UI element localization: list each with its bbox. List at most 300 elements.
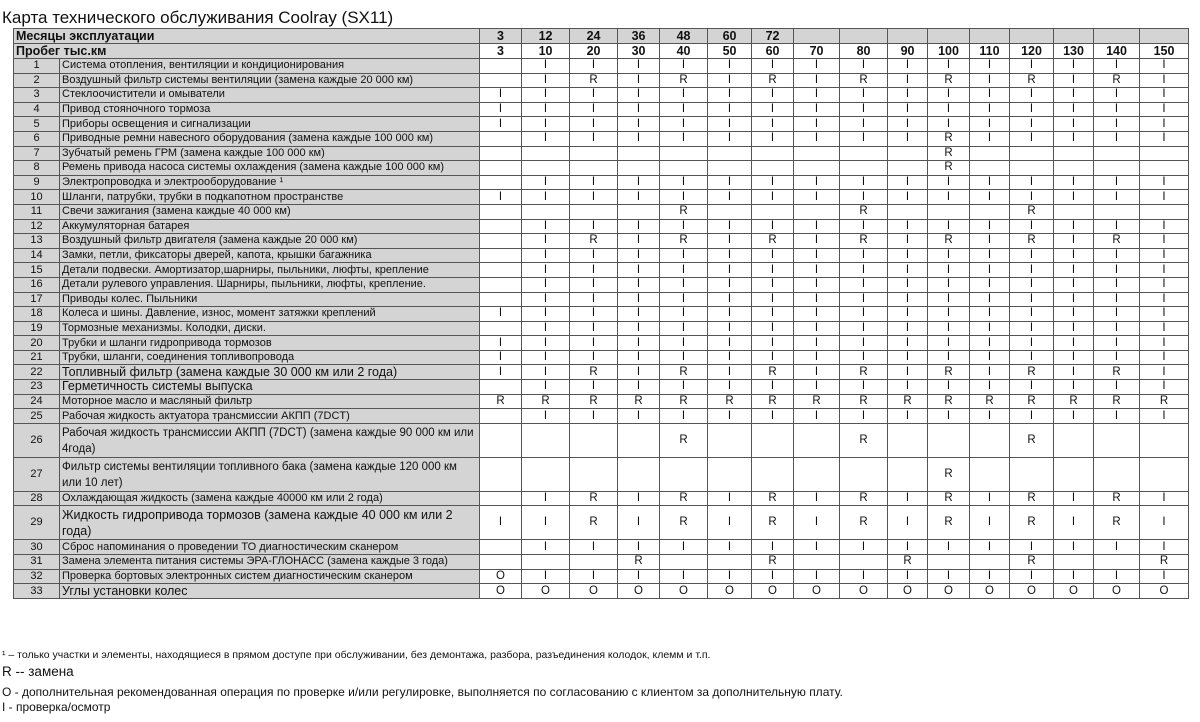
row-value-cell: R	[1010, 491, 1054, 506]
row-value-cell	[480, 219, 522, 234]
row-value-cell: R	[570, 234, 618, 249]
row-number: 11	[14, 204, 60, 219]
row-value-cell: I	[794, 292, 840, 307]
row-value-cell: I	[888, 102, 928, 117]
row-value-cell	[1140, 457, 1189, 491]
row-value-cell: I	[752, 350, 794, 365]
header-km-cell: 10	[522, 44, 570, 59]
row-value-cell	[618, 146, 660, 161]
row-value-cell: I	[752, 102, 794, 117]
row-value-cell: I	[522, 248, 570, 263]
row-value-cell: I	[1010, 569, 1054, 584]
row-value-cell: R	[1010, 204, 1054, 219]
row-value-cell: I	[888, 59, 928, 74]
header-month-cell: 72	[752, 29, 794, 44]
header-km-cell: 30	[618, 44, 660, 59]
row-value-cell: I	[618, 491, 660, 506]
row-value-cell: I	[794, 175, 840, 190]
row-value-cell	[970, 161, 1010, 176]
row-value-cell: R	[1010, 394, 1054, 409]
row-value-cell: R	[1010, 365, 1054, 380]
row-value-cell: I	[570, 263, 618, 278]
row-number: 7	[14, 146, 60, 161]
row-value-cell: I	[1010, 102, 1054, 117]
row-value-cell: I	[522, 409, 570, 424]
row-value-cell: I	[660, 117, 708, 132]
row-value-cell: I	[970, 569, 1010, 584]
row-value-cell: I	[928, 380, 970, 395]
row-value-cell: I	[970, 365, 1010, 380]
row-value-cell	[618, 457, 660, 491]
row-value-cell: I	[1140, 59, 1189, 74]
row-value-cell: I	[840, 321, 888, 336]
row-description: Детали подвески. Амортизатор,шарниры, пыльники, люфты, крепление	[60, 263, 480, 278]
row-value-cell	[1010, 457, 1054, 491]
row-value-cell: I	[570, 219, 618, 234]
row-number: 30	[14, 540, 60, 555]
row-value-cell	[794, 146, 840, 161]
row-number: 12	[14, 219, 60, 234]
row-value-cell: I	[1094, 321, 1140, 336]
row-value-cell: I	[794, 234, 840, 249]
row-value-cell	[1094, 204, 1140, 219]
row-value-cell: I	[522, 292, 570, 307]
row-value-cell: I	[970, 307, 1010, 322]
row-value-cell	[480, 73, 522, 88]
row-number: 27	[14, 457, 60, 491]
row-value-cell: I	[522, 131, 570, 146]
row-value-cell: I	[840, 307, 888, 322]
row-value-cell: I	[970, 321, 1010, 336]
row-value-cell: I	[1094, 102, 1140, 117]
row-value-cell: I	[928, 307, 970, 322]
row-value-cell	[618, 423, 660, 457]
row-value-cell: R	[752, 506, 794, 540]
row-value-cell: I	[970, 540, 1010, 555]
row-value-cell: I	[708, 263, 752, 278]
row-value-cell: I	[840, 190, 888, 205]
row-description: Приводные ремни навесного оборудования (замена каждые 100 000 км)	[60, 131, 480, 146]
row-value-cell: R	[840, 394, 888, 409]
row-value-cell: I	[522, 365, 570, 380]
row-value-cell	[794, 555, 840, 570]
row-value-cell: I	[480, 117, 522, 132]
row-value-cell: I	[660, 88, 708, 103]
row-value-cell	[522, 423, 570, 457]
row-value-cell: I	[618, 131, 660, 146]
row-value-cell: I	[522, 117, 570, 132]
row-value-cell: O	[928, 584, 970, 599]
header-months-row	[14, 29, 1189, 44]
table-row	[14, 59, 1189, 74]
row-value-cell: I	[1010, 263, 1054, 278]
row-value-cell: I	[618, 219, 660, 234]
row-value-cell: I	[794, 263, 840, 278]
row-value-cell: R	[970, 394, 1010, 409]
row-number: 28	[14, 491, 60, 506]
row-value-cell	[1094, 457, 1140, 491]
row-value-cell: I	[570, 321, 618, 336]
row-value-cell: I	[752, 569, 794, 584]
row-value-cell: R	[618, 555, 660, 570]
row-value-cell: I	[794, 307, 840, 322]
row-value-cell: I	[794, 102, 840, 117]
row-value-cell: I	[1094, 409, 1140, 424]
row-number: 2	[14, 73, 60, 88]
row-value-cell	[970, 146, 1010, 161]
row-value-cell: R	[928, 394, 970, 409]
row-value-cell: I	[660, 102, 708, 117]
maintenance-table	[13, 28, 1189, 599]
row-value-cell: I	[1010, 88, 1054, 103]
row-value-cell: I	[840, 409, 888, 424]
row-value-cell: I	[708, 321, 752, 336]
row-value-cell	[522, 457, 570, 491]
row-value-cell: I	[618, 336, 660, 351]
row-value-cell: I	[928, 263, 970, 278]
row-value-cell: I	[1094, 292, 1140, 307]
row-value-cell: O	[1054, 584, 1094, 599]
row-value-cell	[480, 146, 522, 161]
table-row	[14, 277, 1189, 292]
row-description: Рабочая жидкость трансмиссии АКПП (7DCT) (замена каждые 90 000 км или 4года)	[60, 423, 480, 457]
row-value-cell: I	[752, 131, 794, 146]
row-value-cell: I	[1054, 88, 1094, 103]
table-row	[14, 117, 1189, 132]
row-value-cell: I	[1010, 190, 1054, 205]
row-value-cell	[570, 161, 618, 176]
row-value-cell: I	[708, 277, 752, 292]
row-number: 13	[14, 234, 60, 249]
row-value-cell: I	[1054, 190, 1094, 205]
row-value-cell: I	[840, 540, 888, 555]
row-value-cell: I	[1054, 409, 1094, 424]
table-row	[14, 73, 1189, 88]
header-month-cell: 48	[660, 29, 708, 44]
row-value-cell: I	[888, 409, 928, 424]
row-number: 17	[14, 292, 60, 307]
row-value-cell	[970, 457, 1010, 491]
row-value-cell: I	[1094, 175, 1140, 190]
row-value-cell: I	[928, 219, 970, 234]
row-value-cell: I	[888, 336, 928, 351]
row-value-cell: I	[618, 307, 660, 322]
header-km-cell: 80	[840, 44, 888, 59]
row-number: 15	[14, 263, 60, 278]
row-value-cell: I	[522, 380, 570, 395]
row-value-cell	[1054, 423, 1094, 457]
row-value-cell: I	[1010, 277, 1054, 292]
row-value-cell: I	[888, 131, 928, 146]
row-value-cell	[1140, 423, 1189, 457]
row-value-cell: I	[522, 350, 570, 365]
row-value-cell: I	[660, 350, 708, 365]
row-value-cell: I	[794, 380, 840, 395]
row-value-cell	[480, 540, 522, 555]
row-value-cell: I	[1010, 336, 1054, 351]
row-value-cell: I	[840, 102, 888, 117]
row-value-cell: I	[480, 350, 522, 365]
row-value-cell: I	[660, 263, 708, 278]
header-km-cell: 3	[480, 44, 522, 59]
row-description: Тормозные механизмы. Колодки, диски.	[60, 321, 480, 336]
header-month-cell	[794, 29, 840, 44]
row-value-cell: I	[888, 350, 928, 365]
row-value-cell: I	[794, 336, 840, 351]
row-value-cell: R	[752, 234, 794, 249]
row-value-cell: I	[708, 491, 752, 506]
row-value-cell: R	[1094, 73, 1140, 88]
header-month-cell	[1140, 29, 1189, 44]
header-km-cell: 40	[660, 44, 708, 59]
row-value-cell: I	[522, 336, 570, 351]
row-value-cell: I	[1054, 117, 1094, 132]
row-description: Замки, петли, фиксаторы дверей, капота, крышки багажника	[60, 248, 480, 263]
row-value-cell: I	[522, 59, 570, 74]
row-value-cell: I	[752, 540, 794, 555]
row-value-cell: I	[570, 59, 618, 74]
row-value-cell: I	[794, 506, 840, 540]
header-month-cell: 24	[570, 29, 618, 44]
row-value-cell: I	[928, 175, 970, 190]
row-description: Проверка бортовых электронных систем диагностическим сканером	[60, 569, 480, 584]
row-value-cell: R	[1054, 394, 1094, 409]
row-value-cell: R	[752, 555, 794, 570]
row-description: Привод стояночного тормоза	[60, 102, 480, 117]
row-value-cell: I	[752, 380, 794, 395]
row-value-cell: I	[794, 131, 840, 146]
row-value-cell: R	[1010, 555, 1054, 570]
row-description: Топливный фильтр (замена каждые 30 000 км или 2 года)	[60, 365, 480, 380]
row-value-cell: I	[660, 59, 708, 74]
row-value-cell: I	[1054, 307, 1094, 322]
row-value-cell	[928, 555, 970, 570]
table-row	[14, 88, 1189, 103]
row-value-cell: I	[480, 365, 522, 380]
row-number: 22	[14, 365, 60, 380]
row-value-cell: R	[928, 73, 970, 88]
row-value-cell	[522, 204, 570, 219]
header-km-row	[14, 44, 1189, 59]
row-number: 5	[14, 117, 60, 132]
row-value-cell: R	[928, 506, 970, 540]
row-description: Аккумуляторная батарея	[60, 219, 480, 234]
row-value-cell: R	[660, 506, 708, 540]
row-number: 23	[14, 380, 60, 395]
row-value-cell: I	[660, 336, 708, 351]
row-value-cell: R	[888, 555, 928, 570]
row-value-cell: R	[522, 394, 570, 409]
row-value-cell: R	[840, 73, 888, 88]
row-value-cell: I	[618, 365, 660, 380]
table-row	[14, 336, 1189, 351]
row-number: 21	[14, 350, 60, 365]
row-value-cell	[660, 457, 708, 491]
row-description: Углы установки колес	[60, 584, 480, 599]
row-value-cell: I	[660, 190, 708, 205]
row-value-cell: R	[570, 73, 618, 88]
row-value-cell: I	[522, 277, 570, 292]
table-row	[14, 457, 1189, 491]
header-month-cell	[1010, 29, 1054, 44]
row-value-cell: R	[928, 146, 970, 161]
row-value-cell: I	[1094, 59, 1140, 74]
row-value-cell	[1054, 457, 1094, 491]
row-value-cell: I	[522, 175, 570, 190]
row-description: Герметичность системы выпуска	[60, 380, 480, 395]
row-number: 33	[14, 584, 60, 599]
row-value-cell: R	[570, 365, 618, 380]
row-value-cell: I	[570, 409, 618, 424]
row-value-cell: R	[840, 234, 888, 249]
row-value-cell	[794, 161, 840, 176]
row-value-cell	[522, 146, 570, 161]
row-value-cell: I	[708, 350, 752, 365]
row-value-cell: I	[888, 321, 928, 336]
row-value-cell: I	[618, 234, 660, 249]
row-value-cell: I	[618, 73, 660, 88]
header-month-cell	[888, 29, 928, 44]
row-description: Стеклоочистители и омыватели	[60, 88, 480, 103]
row-value-cell: I	[660, 175, 708, 190]
row-value-cell: I	[1010, 117, 1054, 132]
row-value-cell: I	[708, 540, 752, 555]
row-value-cell: I	[708, 307, 752, 322]
row-value-cell: I	[888, 88, 928, 103]
row-value-cell: I	[794, 88, 840, 103]
row-value-cell: R	[1094, 365, 1140, 380]
row-value-cell: I	[522, 263, 570, 278]
row-value-cell: I	[618, 88, 660, 103]
row-value-cell: I	[1140, 409, 1189, 424]
row-value-cell: R	[480, 394, 522, 409]
row-value-cell: R	[928, 161, 970, 176]
row-value-cell: I	[570, 569, 618, 584]
row-value-cell: I	[522, 234, 570, 249]
row-value-cell	[480, 175, 522, 190]
row-value-cell: I	[1094, 277, 1140, 292]
row-value-cell	[888, 423, 928, 457]
header-km-cell: 140	[1094, 44, 1140, 59]
row-value-cell: I	[708, 365, 752, 380]
table-row	[14, 175, 1189, 190]
row-value-cell: I	[794, 491, 840, 506]
header-month-cell: 12	[522, 29, 570, 44]
row-value-cell: I	[1054, 321, 1094, 336]
row-value-cell: I	[970, 277, 1010, 292]
row-value-cell: I	[1010, 540, 1054, 555]
row-value-cell	[570, 146, 618, 161]
row-value-cell	[840, 161, 888, 176]
row-number: 29	[14, 506, 60, 540]
row-value-cell: I	[1054, 380, 1094, 395]
row-value-cell: I	[970, 219, 1010, 234]
row-description: Жидкость гидропривода тормозов (замена каждые 40 000 км или 2 года)	[60, 506, 480, 540]
row-value-cell	[1054, 146, 1094, 161]
row-value-cell: R	[1010, 234, 1054, 249]
row-description: Свечи зажигания (замена каждые 40 000 км)	[60, 204, 480, 219]
row-description: Трубки и шланги гидропривода тормозов	[60, 336, 480, 351]
row-value-cell	[480, 277, 522, 292]
row-value-cell: I	[840, 248, 888, 263]
row-value-cell: I	[1054, 277, 1094, 292]
row-value-cell: I	[928, 409, 970, 424]
row-value-cell: R	[1010, 423, 1054, 457]
row-value-cell: R	[752, 491, 794, 506]
row-value-cell: I	[708, 73, 752, 88]
row-description: Приводы колес. Пыльники	[60, 292, 480, 307]
row-value-cell: I	[752, 88, 794, 103]
row-value-cell: R	[660, 394, 708, 409]
row-value-cell: I	[1140, 234, 1189, 249]
row-value-cell: I	[1094, 219, 1140, 234]
row-value-cell: R	[928, 491, 970, 506]
row-value-cell: I	[570, 350, 618, 365]
row-value-cell: I	[888, 263, 928, 278]
row-value-cell: I	[794, 569, 840, 584]
row-description: Колеса и шины. Давление, износ, момент затяжки креплений	[60, 307, 480, 322]
row-value-cell: I	[1140, 277, 1189, 292]
table-row	[14, 131, 1189, 146]
row-value-cell: I	[752, 263, 794, 278]
row-value-cell: I	[794, 365, 840, 380]
row-number: 24	[14, 394, 60, 409]
row-value-cell	[570, 457, 618, 491]
row-value-cell: I	[522, 307, 570, 322]
row-value-cell: I	[928, 248, 970, 263]
row-value-cell: I	[840, 263, 888, 278]
row-value-cell: I	[570, 175, 618, 190]
row-value-cell: I	[480, 506, 522, 540]
row-value-cell: R	[752, 365, 794, 380]
row-value-cell: I	[1010, 219, 1054, 234]
row-value-cell: I	[1054, 219, 1094, 234]
row-value-cell: I	[1054, 102, 1094, 117]
row-value-cell	[480, 59, 522, 74]
row-value-cell: I	[660, 248, 708, 263]
row-value-cell: I	[970, 350, 1010, 365]
row-value-cell: I	[840, 117, 888, 132]
table-row	[14, 190, 1189, 205]
header-km-cell: 110	[970, 44, 1010, 59]
row-value-cell: I	[570, 540, 618, 555]
row-value-cell	[1140, 204, 1189, 219]
row-value-cell	[752, 161, 794, 176]
row-value-cell: O	[752, 584, 794, 599]
table-row	[14, 569, 1189, 584]
row-value-cell: R	[708, 394, 752, 409]
row-value-cell	[1140, 161, 1189, 176]
row-value-cell: R	[840, 423, 888, 457]
row-value-cell	[752, 204, 794, 219]
row-value-cell	[660, 146, 708, 161]
row-value-cell	[708, 457, 752, 491]
row-value-cell: I	[840, 59, 888, 74]
row-value-cell: I	[888, 175, 928, 190]
row-value-cell: I	[522, 102, 570, 117]
row-value-cell: R	[1010, 73, 1054, 88]
row-value-cell: I	[840, 131, 888, 146]
row-value-cell: I	[708, 234, 752, 249]
row-value-cell: I	[1140, 88, 1189, 103]
row-value-cell: I	[708, 190, 752, 205]
row-value-cell: I	[1094, 336, 1140, 351]
row-value-cell: R	[660, 423, 708, 457]
header-month-cell	[928, 29, 970, 44]
row-value-cell: O	[570, 584, 618, 599]
row-value-cell	[660, 555, 708, 570]
row-description: Замена элемента питания системы ЭРА-ГЛОНАСС (замена каждые 3 года)	[60, 555, 480, 570]
